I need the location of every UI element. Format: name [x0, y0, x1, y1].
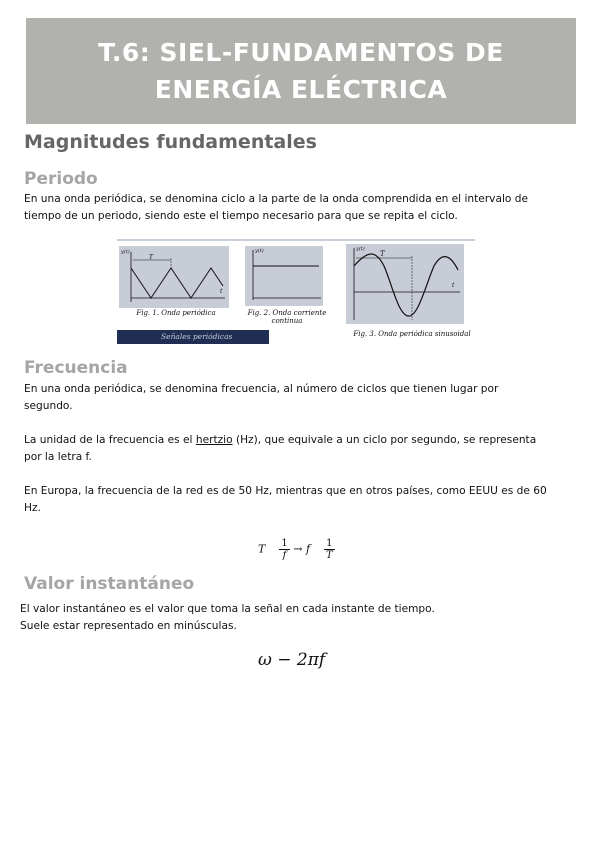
title-banner — [26, 18, 576, 124]
section-title: Magnitudes fundamentales — [24, 131, 317, 153]
fig2-caption: Fig. 2. Onda corriente continua — [247, 309, 327, 325]
fig3-axis-label: y(t) — [356, 246, 365, 252]
strip-caption-bar — [117, 330, 269, 344]
periodo-text: En una onda periódica, se denomina ciclo a la parte de la onda comprendida en el intervalo de tiempo de un periodo, siendo este el tiempo necesario para que se repita el ciclo. — [24, 193, 528, 222]
frecuencia-text-2a: La unidad de la frecuencia es el — [24, 434, 196, 446]
frecuencia-text-1: En una onda periódica, se denomina frecuencia, al número de ciclos que tienen lugar por segundo. — [24, 383, 499, 412]
formula-T: T — [258, 542, 266, 556]
frecuencia-text-2b: (Hz), que equivale a un ciclo por segundo, se representa por la letra f. — [24, 434, 537, 463]
instantaneo-heading: Valor instantáneo — [24, 574, 195, 594]
omega-formula: ω − 2πf — [258, 650, 326, 670]
fig1-t-label: t — [220, 288, 223, 295]
formula-arrow: → — [293, 542, 303, 556]
formula-frac-1 — [279, 538, 289, 561]
periodo-heading: Periodo — [24, 169, 98, 189]
fig2-axis-label: y(t) — [255, 248, 264, 254]
frequency-formula — [258, 538, 335, 561]
fig3-panel — [346, 244, 464, 324]
formula-frac-2-den: T — [326, 550, 333, 561]
fig3-caption: Fig. 3. Onda periódica sinusoidal — [353, 330, 471, 338]
frecuencia-text-3: En Europa, la frecuencia de la red es de 50 Hz, mientras que en otros países, como EEUU es de 60 Hz. — [24, 485, 547, 514]
formula-f: f — [305, 542, 311, 556]
fig1-panel — [119, 246, 229, 308]
formula-frac-1-den: f — [282, 550, 287, 561]
strip-caption: Señales periódicas — [161, 332, 233, 341]
frecuencia-text-2 — [24, 432, 539, 465]
triangle-wave-plot — [119, 246, 229, 308]
dc-wave-plot — [245, 246, 323, 306]
fig1-caption: Fig. 1. Onda periódica — [136, 309, 216, 317]
frecuencia-heading: Frecuencia — [24, 358, 128, 378]
document-title: T.6: SIEL-FUNDAMENTOS DE ENERGÍA ELÉCTRICA — [98, 38, 504, 104]
instantaneo-text-1: El valor instantáneo es el valor que toma la señal en cada instante de tiempo. — [20, 603, 435, 615]
fig1-period-label: T — [149, 254, 154, 261]
formula-frac-2-num: 1 — [324, 538, 335, 550]
formula-frac-1-num: 1 — [281, 538, 288, 549]
instantaneo-text-2: Suele estar representado en minúsculas. — [20, 620, 237, 632]
fig3-period-label: T — [380, 250, 385, 258]
fig2-panel — [245, 246, 323, 306]
fig1-axis-label: y(t) — [121, 249, 130, 255]
hertzio-link[interactable]: hertzio — [195, 434, 233, 446]
formula-frac-2 — [324, 538, 335, 561]
sine-wave-plot — [346, 244, 464, 324]
fig3-t-label: t — [452, 282, 455, 289]
